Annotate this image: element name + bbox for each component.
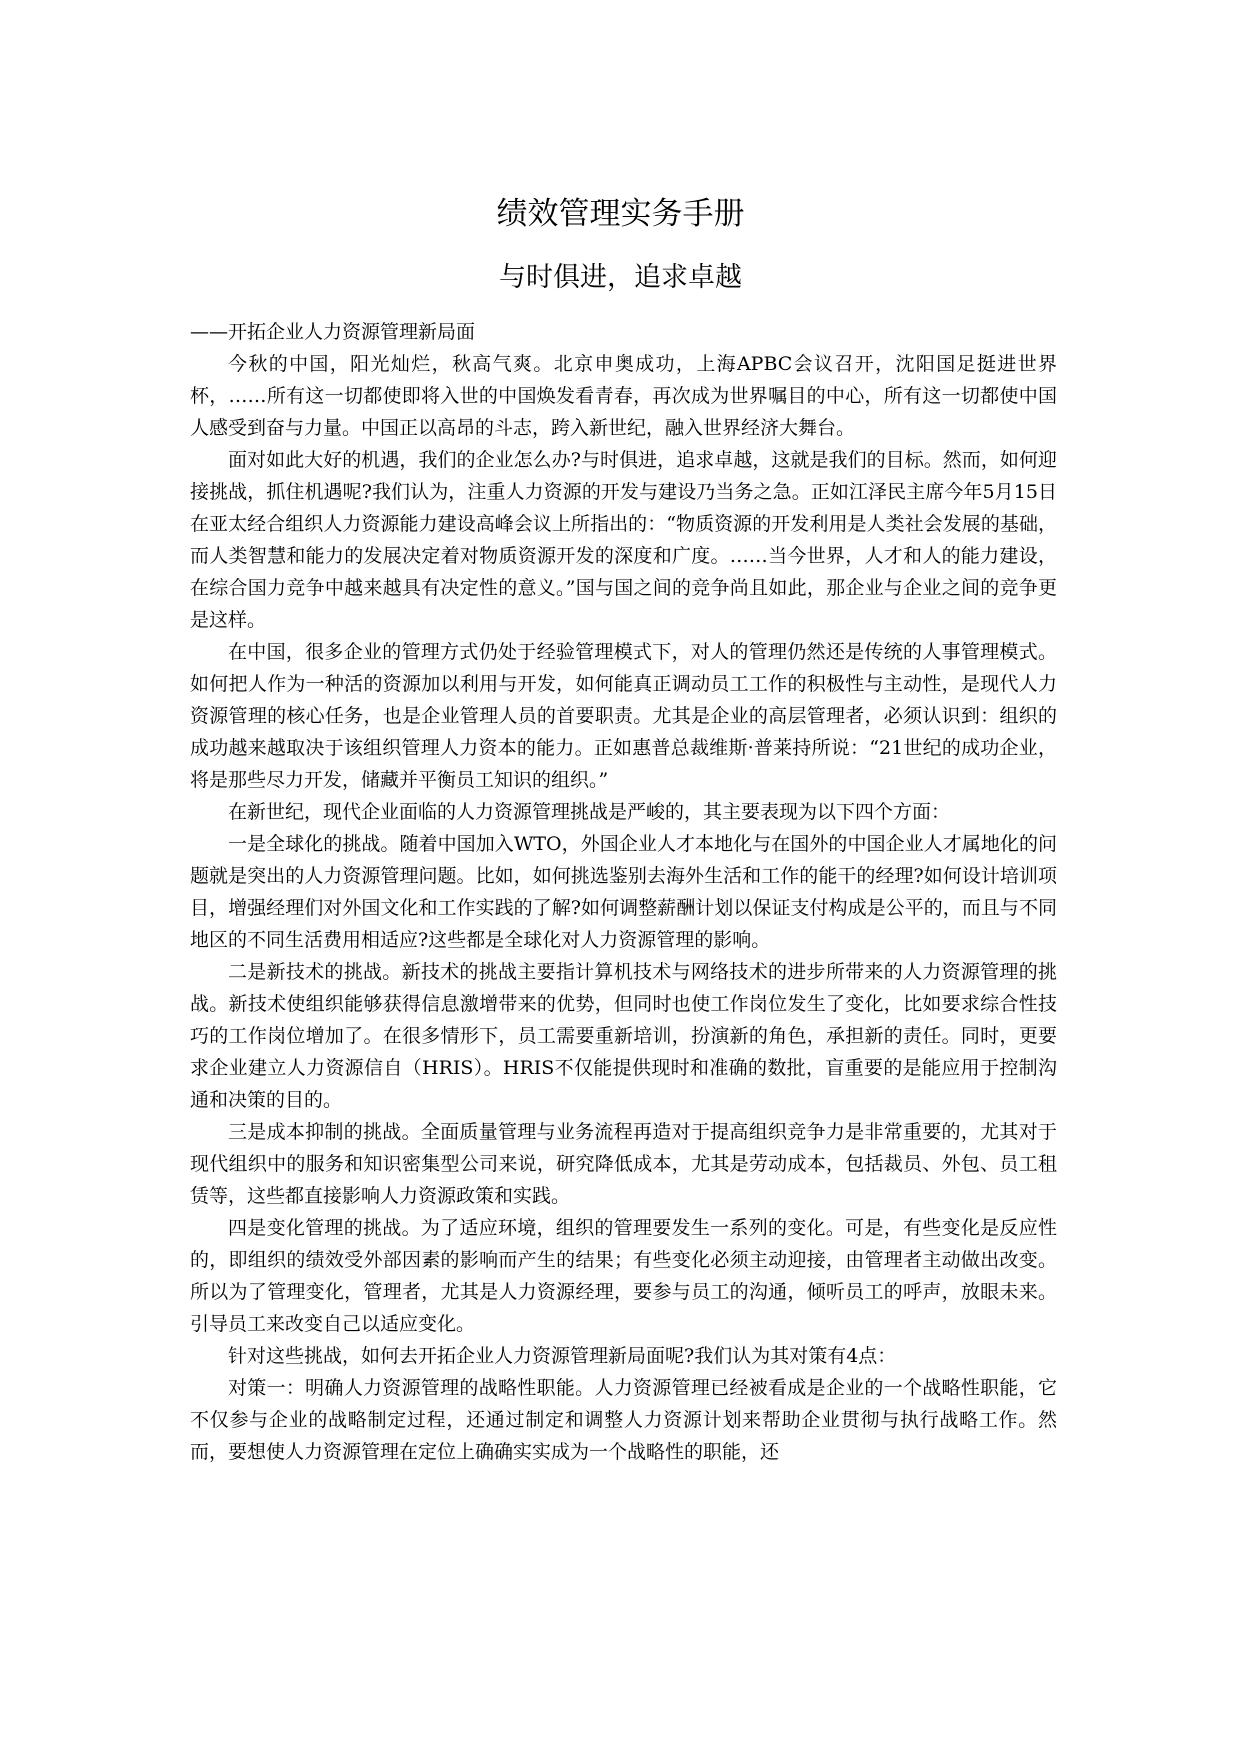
paragraph-9: 针对这些挑战，如何去开拓企业人力资源管理新局面呢?我们认为其对策有4点：: [228, 1345, 897, 1367]
paragraph-7: 三是成本抑制的挑战。全面质量管理与业务流程再造对于提高组织竞争力是非常重要的，尤其对于现代组织中的服务和知识密集型公司来说，研究降低成本，尤其是劳动成本，包括裁员、外包、员工租赁等，这些都直接影响人力资源政策和实践。: [190, 1121, 1057, 1207]
paragraph-8: 四是变化管理的挑战。为了适应环境，组织的管理要发生一系列的变化。可是，有些变化是反应性的，即组织的绩效受外部因素的影响而产生的结果；有些变化必须主动迎接，由管理者主动做出改变。所以为了管理变化，管理者，尤其是人力资源经理，要参与员工的沟通，倾听员工的呼声，放眼未来。引导员工来改变自己以适应变化。: [190, 1217, 1057, 1335]
document-subtitle: 与时俱进，追求卓越: [499, 262, 742, 293]
paragraph-10: 对策一：明确人力资源管理的战略性职能。人力资源管理已经被看成是企业的一个战略性职能，它不仅参与企业的战略制定过程，还通过制定和调整人力资源计划来帮助企业贯彻与执行战略工作。然而，要想使人力资源管理在定位上确确实实成为一个战略性的职能，还: [190, 1377, 1057, 1463]
byline: ——开拓企业人力资源管理新局面: [190, 321, 476, 343]
paragraph-1: 今秋的中国，阳光灿烂，秋高气爽。北京申奥成功，上海APBC会议召开，沈阳国足挺进世界杯，……所有这一切都使即将入世的中国焕发看青春，再次成为世界嘱目的中心，所有这一切都使中国人感受到奋与力量。中国正以高昂的斗志，跨入新世纪，融入世界经济大舞台。: [190, 353, 1057, 439]
paragraph-4: 在新世纪，现代企业面临的人力资源管理挑战是严峻的，其主要表现为以下四个方面：: [228, 801, 951, 823]
paragraph-5: 一是全球化的挑战。随着中国加入WTO，外国企业人才本地化与在国外的中国企业人才属地化的问题就是突出的人力资源管理问题。比如，如何挑选鉴别去海外生活和工作的能干的经理?如何设计培训项目，增强经理们对外国文化和工作实践的了解?如何调整薪酬计划以保证支付构成是公平的，而且与不同地区的不同生活费用相适应?这些都是全球化对人力资源管理的影响。: [190, 833, 1057, 951]
document-title: 绩效管理实务手册: [496, 196, 745, 232]
paragraph-6: 二是新技术的挑战。新技术的挑战主要指计算机技术与网络技术的进步所带来的人力资源管理的挑战。新技术使组织能够获得信息激增带来的优势，但同时也使工作岗位发生了变化，比如要求综合性技巧的工作岗位增加了。在很多情形下，员工需要重新培训，扮演新的角色，承担新的责任。同时，更要求企业建立人力资源信自（HRIS）。HRIS不仅能提供现时和准确的数批，盲重要的是能应用于控制沟通和决策的目的。: [190, 961, 1057, 1111]
paragraph-3: 在中国，很多企业的管理方式仍处于经验管理模式下，对人的管理仍然还是传统的人事管理模式。如何把人作为一种活的资源加以利用与开发，如何能真正调动员工工作的积极性与主动性，是现代人力资源管理的核心任务，也是企业管理人员的首要职责。尤其是企业的高层管理者，必须认识到：组织的成功越来越取决于该组织管理人力资本的能力。正如惠普总裁维斯·普莱持所说：“21世纪的成功企业，将是那些尽力开发，储藏并平衡员工知识的组织。”: [190, 641, 1057, 791]
document-body: [190, 316, 1057, 1468]
paragraph-2: 面对如此大好的机遇，我们的企业怎么办?与时俱进，追求卓越，这就是我们的目标。然而，如何迎接挑战，抓住机遇呢?我们认为，注重人力资源的开发与建设乃当务之急。正如江泽民主席今年5月15日在亚太经合组织人力资源能力建设高峰会议上所指出的：“物质资源的开发利用是人类社会发展的基础，而人类智慧和能力的发展决定着对物质资源开发的深度和广度。……当今世界，人才和人的能力建设，在综合国力竞争中越来越具有决定性的意义。”国与国之间的竞争尚且如此，那企业与企业之间的竞争更是这样。: [190, 449, 1057, 631]
